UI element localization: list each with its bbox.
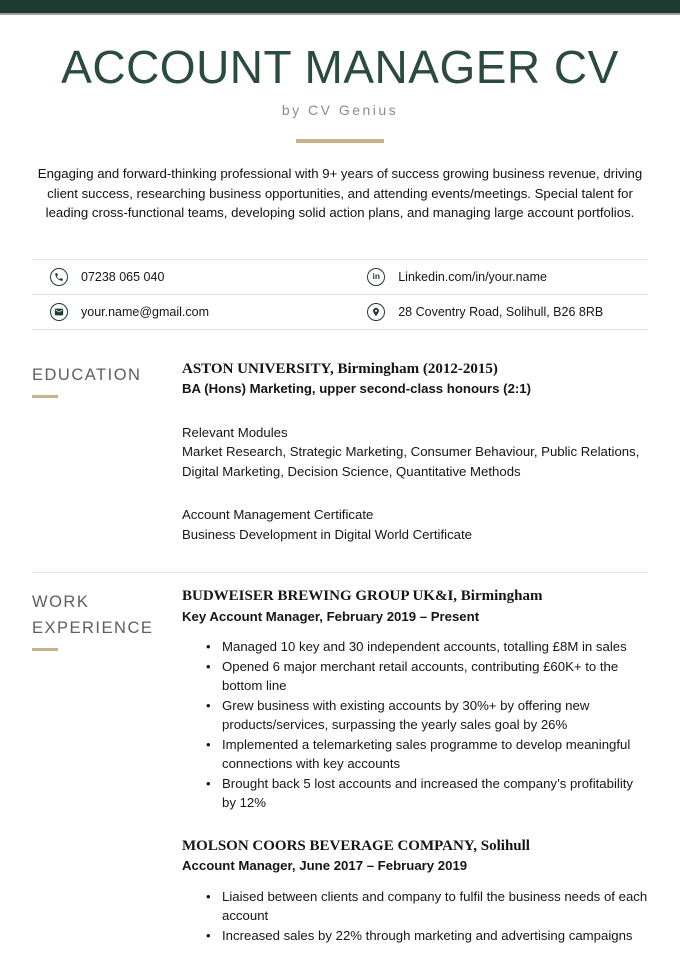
job-bullet: • Opened 6 major merchant retail accounts, contributing £60K+ to the bottom line: [182, 657, 648, 696]
job-bullet: • Implemented a telemarketing sales programme to develop meaningful connections with key accounts: [182, 735, 648, 774]
work-gold-underline: [32, 648, 58, 651]
job-bullet: • Liaised between clients and company to fulfil the business needs of each account: [182, 887, 648, 926]
company-name: MOLSON COORS BEVERAGE COMPANY, Solihull: [182, 837, 530, 854]
job-bullet: • Brought back 5 lost accounts and increased the company’s profitability by 12%: [182, 774, 648, 813]
job-bullet: • Grew business with existing accounts by 30%+ by offering new products/services, surpassing the yearly sales goal by 26%: [182, 696, 648, 735]
job-bullet: • Managed 10 key and 30 independent accounts, totalling £8M in sales: [182, 637, 648, 657]
top-accent-bar: [0, 0, 680, 15]
certificate: Account Management Certificate: [182, 507, 374, 522]
professional-summary: Engaging and forward-thinking professional with 9+ years of success growing business revenue, driving client success, researching business opportunities, and attending events/meetings. Special talent for leading cross-functional teams, developing solid action plans, and managing large account portfolios.: [37, 166, 643, 220]
header: [0, 41, 680, 143]
job-bullet: • Increased sales by 22% through marketing and advertising campaigns: [182, 926, 648, 946]
education-section-label: EDUCATION: [32, 365, 142, 384]
education-section: [32, 360, 648, 545]
education-content: [182, 360, 648, 545]
job-entry: [182, 587, 648, 813]
gold-divider: [296, 139, 384, 143]
company-name: BUDWEISER BREWING GROUP UK&I, Birmingham: [182, 588, 543, 604]
job-title: Key Account Manager, February 2019 – Present: [182, 608, 480, 624]
contact-phone: [32, 268, 349, 286]
work-content: [182, 587, 648, 945]
linkedin-icon: in: [367, 268, 385, 286]
linkedin-value: Linkedin.com/in/your.name: [398, 269, 547, 284]
certificate: Business Development in Digital World Certificate: [182, 526, 473, 542]
work-experience-section: [32, 587, 648, 945]
contact-row: [32, 294, 648, 329]
contact-email: [32, 303, 349, 321]
job-bullet-list: [182, 887, 648, 946]
modules-heading: Relevant Modules: [182, 424, 288, 440]
location-icon: [367, 303, 385, 321]
education-gold-underline: [32, 395, 58, 398]
contact-row: [32, 259, 648, 294]
contact-linkedin: [349, 268, 648, 286]
job-title: Account Manager, June 2017 – February 2019: [182, 858, 468, 873]
section-divider: [32, 572, 648, 573]
contact-grid: [32, 259, 648, 330]
phone-value: 07238 065 040: [81, 269, 165, 284]
phone-icon: [50, 268, 68, 286]
work-section-label: WORK EXPERIENCE: [32, 593, 154, 637]
education-label-column: [32, 360, 182, 545]
job-bullet-list: [182, 637, 648, 813]
page-title: ACCOUNT MANAGER CV: [61, 41, 619, 93]
degree-line: BA (Hons) Marketing, upper second-class honours (2:1): [182, 381, 532, 396]
address-value: 28 Coventry Road, Solihull, B26 8RB: [398, 304, 604, 319]
work-label-column: [32, 587, 182, 945]
job-entry: [182, 837, 648, 946]
school-name: ASTON UNIVERSITY, Birmingham (2012-2015): [182, 360, 498, 377]
modules-list: Market Research, Strategic Marketing, Consumer Behaviour, Public Relations, Digital Marketing, Decision Science, Quantitative Methods: [182, 444, 640, 479]
page-subtitle: by CV Genius: [281, 102, 399, 118]
email-icon: [50, 303, 68, 321]
email-value: your.name@gmail.com: [81, 304, 210, 319]
contact-address: [349, 303, 648, 321]
